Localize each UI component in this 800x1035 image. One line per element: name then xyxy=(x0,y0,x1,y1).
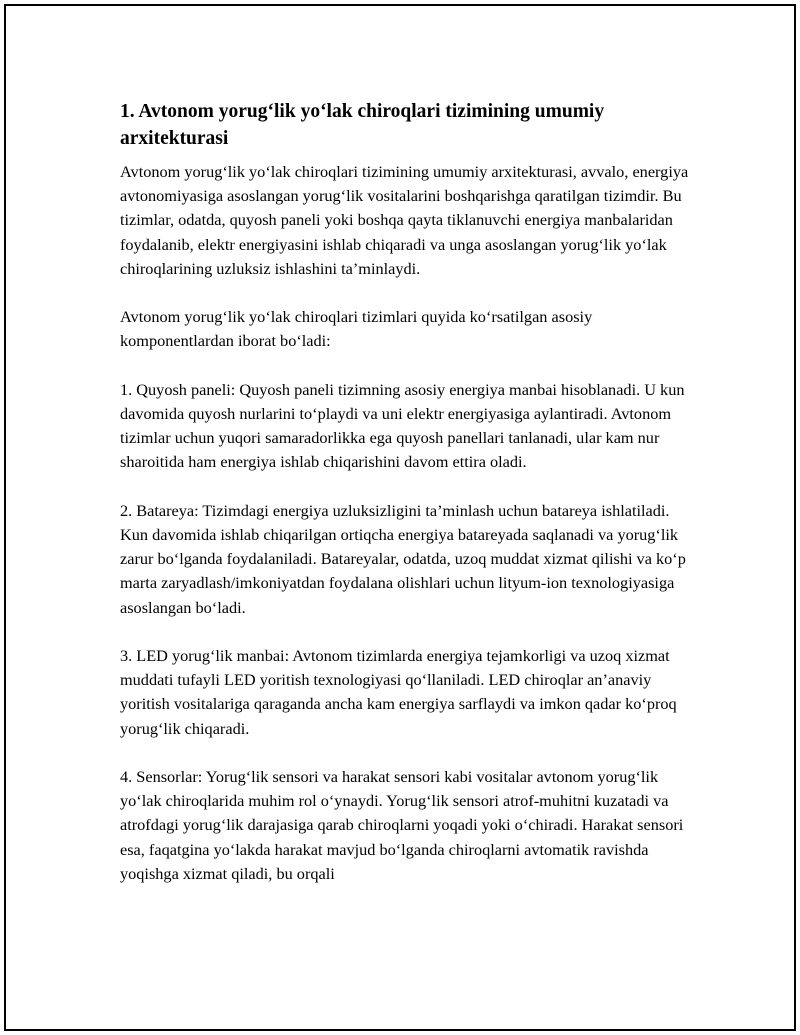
section-heading: 1. Avtonom yorug‘lik yo‘lak chiroqlari tizimining umumiy arxitekturasi xyxy=(120,101,605,149)
paragraph-sensors: 4. Sensorlar: Yorug‘lik sensori va harakat sensori kabi vositalar avtonom yorug‘lik yo‘lak chiroqlarida muhim rol o‘ynaydi. Yorug‘lik sensori atrof-muhitni kuzatadi va atrofdagi yorug‘lik darajasiga qarab chiroqlarni yoqadi yoki o‘chiradi. Harakat sensori esa, faqatgina yo‘lakda harakat mavjud bo‘lganda chiroqlarni avtomatik ravishda yoqishga xizmat qiladi, bu orqali xyxy=(120,767,684,883)
paragraph-led-light: 3. LED yorug‘lik manbai: Avtonom tizimlarda energiya tejamkorligi va uzoq xizmat muddati tufayli LED yoritish texnologiyasi qo‘llaniladi. LED chiroqlar an’anaviy yoritish vositalariga qaraganda ancha kam energiya sarflaydi va imkon qadar ko‘proq yorug‘lik chiqaradi. xyxy=(120,646,677,738)
paragraph-components-intro: Avtonom yorug‘lik yo‘lak chiroqlari tizimlari quyida ko‘rsatilgan asosiy komponentlardan iborat bo‘ladi: xyxy=(120,307,593,351)
paragraph-battery: 2. Batareya: Tizimdagi energiya uzluksizligini ta’minlash uchun batareya ishlatiladi. Kun davomida ishlab chiqarilgan ortiqcha energiya batareyada saqlanadi va yorug‘lik zarur bo‘lganda foydalaniladi. Batareyalar, odatda, uzoq muddat xizmat qilishi va ko‘p marta zaryadlash/imkoniyatdan foydalana olishlari uchun lityum-ion texnologiyasiga asoslangan bo‘ladi. xyxy=(120,500,686,617)
document-page xyxy=(4,4,796,1031)
paragraph-solar-panel: 1. Quyosh paneli: Quyosh paneli tizimning asosiy energiya manbai hisoblanadi. U kun davomida quyosh nurlarini to‘playdi va uni elektr energiyasiga aylantiradi. Avtonom tizimlar uchun yuqori samaradorlikka ega quyosh panellari tanlanadi, ular kam nur sharoitida ham energiya ishlab chiqarishini davom ettira oladi. xyxy=(120,379,685,472)
paragraph-intro: Avtonom yorug‘lik yo‘lak chiroqlari tizimining umumiy arxitekturasi, avvalo, energiya avtonomiyasiga asoslangan yorug‘lik vositalarini boshqarishga qaratilgan tizimdir. Bu tizimlar, odatda, quyosh paneli yoki boshqa qayta tiklanuvchi energiya manbalaridan foydalanib, elektr energiyasini ishlab chiqaradi va unga asoslangan yorug‘lik yo‘lak chiroqlarining uzluksiz ishlashini ta’minlaydi. xyxy=(120,162,689,278)
document-body xyxy=(120,98,692,886)
